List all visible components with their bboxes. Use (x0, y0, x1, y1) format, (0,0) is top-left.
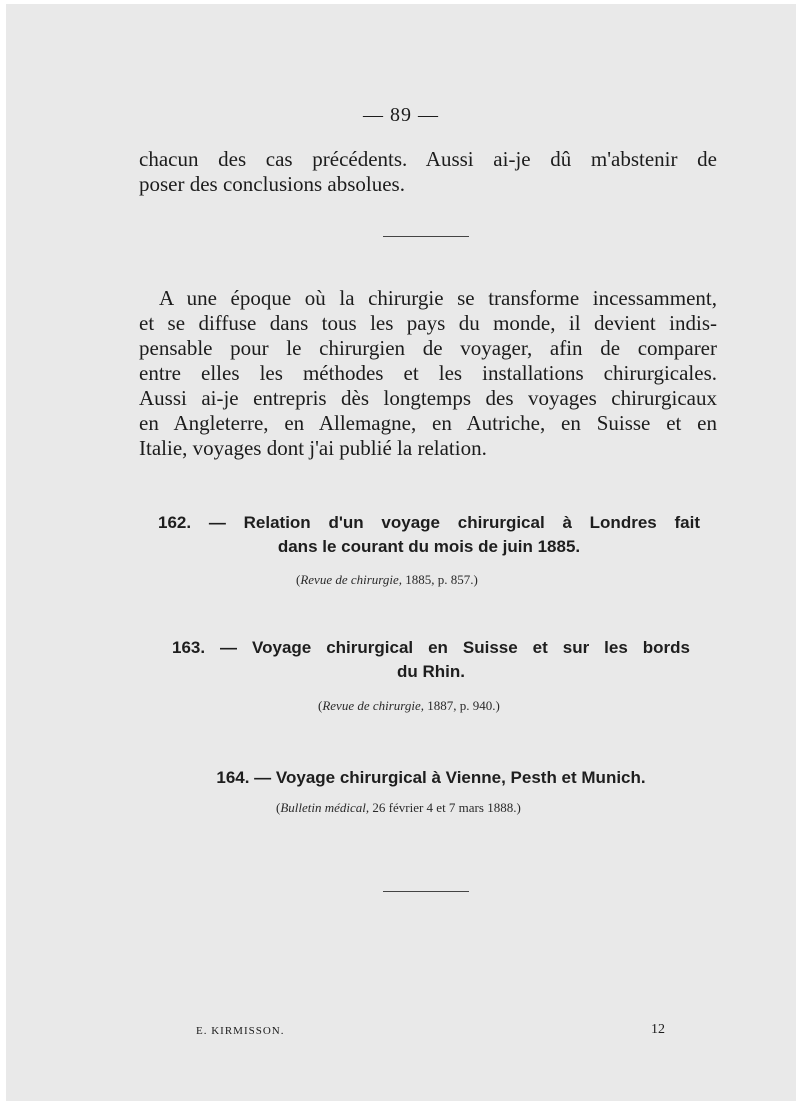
text-line: chacun des cas précédents. Aussi ai-je dû m'abstenir de (139, 147, 717, 171)
section-divider (383, 891, 469, 892)
text-line: A une époque où la chirurgie se transforme incessamment, (159, 286, 717, 310)
citation-open: ( (318, 698, 323, 713)
text-line: en Angleterre, en Allemagne, en Autriche, en Suisse et en (139, 411, 717, 435)
entry-164-title (161, 766, 701, 790)
section-divider (383, 236, 469, 237)
continuation-paragraph (139, 147, 717, 197)
citation-journal: Revue de chirurgie, (300, 572, 403, 587)
text-line: pensable pour le chirurgien de voyager, afin de comparer (139, 336, 717, 360)
entry-162-title (158, 511, 700, 559)
intro-paragraph (139, 286, 717, 461)
entry-title-line: 163. — Voyage chirurgical en Suisse et sur les bords (172, 638, 690, 657)
entry-title-line: 162. — Relation d'un voyage chirurgical à Londres fait (158, 513, 700, 532)
footer-signature: 12 (651, 1022, 665, 1037)
entry-163-citation (318, 698, 500, 714)
citation-open: ( (296, 572, 301, 587)
entry-162-citation (296, 572, 478, 588)
text-line: poser des conclusions absolues. (139, 172, 405, 196)
page-number: — 89 — (363, 104, 439, 126)
text-line: Aussi ai-je entrepris dès longtemps des voyages chirurgicaux (139, 386, 717, 410)
entry-title-line: du Rhin. (397, 662, 465, 681)
citation-detail: 1887, p. 940.) (427, 698, 500, 713)
entry-164-citation (276, 800, 521, 816)
document-page (6, 4, 796, 1101)
citation-open: ( (276, 800, 281, 815)
entry-title-line: 164. — Voyage chirurgical à Vienne, Pesth et Munich. (216, 768, 646, 787)
citation-detail: 1885, p. 857.) (405, 572, 478, 587)
footer-author: E. KIRMISSON. (196, 1025, 285, 1037)
citation-journal: Bulletin médical, (280, 800, 370, 815)
citation-detail: 26 février 4 et 7 mars 1888.) (372, 800, 521, 815)
citation-journal: Revue de chirurgie, (322, 698, 425, 713)
entry-title-line: dans le courant du mois de juin 1885. (277, 537, 581, 556)
text-line: et se diffuse dans tous les pays du monde, il devient indis- (139, 311, 717, 335)
entry-163-title (172, 636, 690, 684)
text-line: Italie, voyages dont j'ai publié la relation. (139, 436, 487, 460)
text-line: entre elles les méthodes et les installations chirurgicales. (139, 361, 717, 385)
